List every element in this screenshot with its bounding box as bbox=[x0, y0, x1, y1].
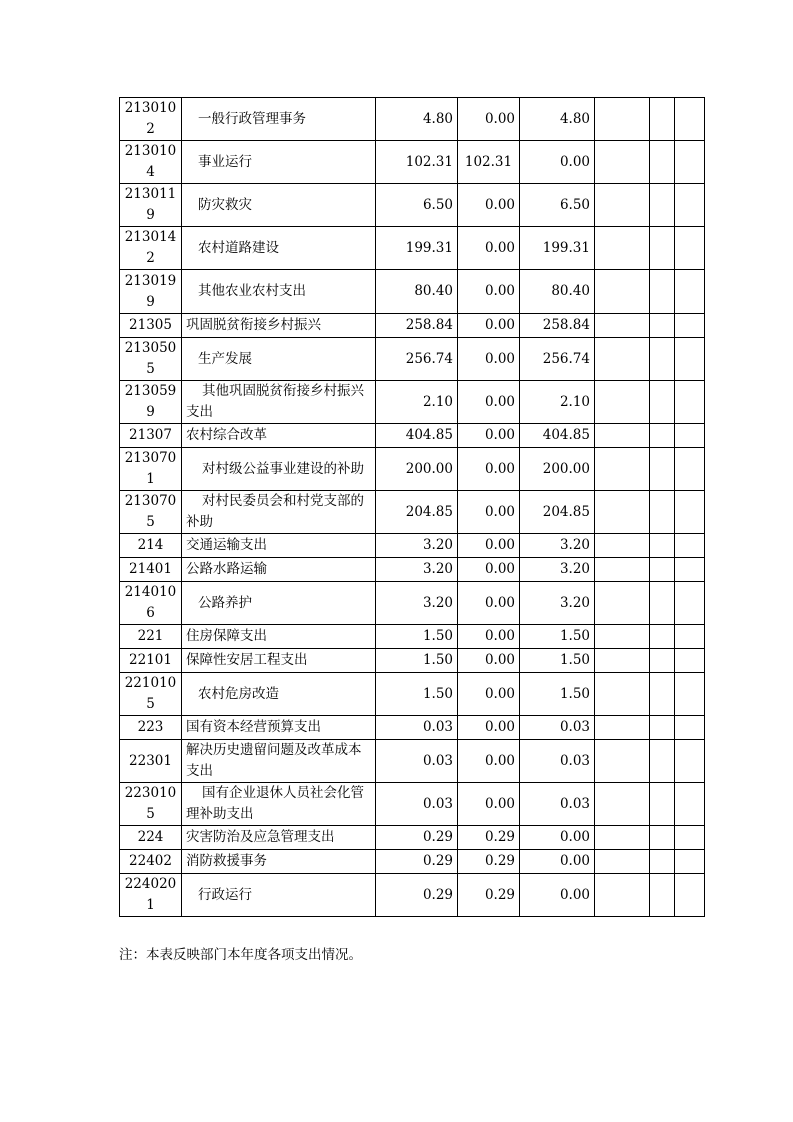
total-amount-cell: 200.00 bbox=[376, 448, 458, 491]
basic-expenditure-cell: 0.29 bbox=[458, 874, 520, 917]
empty-cell bbox=[675, 314, 705, 338]
total-amount-cell: 4.80 bbox=[376, 98, 458, 141]
subject-code-cell: 22301 bbox=[120, 740, 182, 783]
empty-cell bbox=[675, 783, 705, 826]
project-expenditure-cell: 0.00 bbox=[520, 826, 595, 850]
project-expenditure-cell: 1.50 bbox=[520, 625, 595, 649]
table-row bbox=[120, 625, 705, 649]
empty-cell bbox=[595, 625, 650, 649]
empty-cell bbox=[595, 558, 650, 582]
empty-cell bbox=[650, 716, 675, 740]
subject-name-cell: 解决历史遗留问题及改革成本支出 bbox=[182, 740, 376, 783]
subject-code-cell: 2140106 bbox=[120, 582, 182, 625]
empty-cell bbox=[650, 98, 675, 141]
empty-cell bbox=[595, 491, 650, 534]
total-amount-cell: 80.40 bbox=[376, 270, 458, 314]
project-expenditure-cell: 3.20 bbox=[520, 558, 595, 582]
project-expenditure-cell: 0.00 bbox=[520, 850, 595, 874]
subject-code-cell: 21305 bbox=[120, 314, 182, 338]
project-expenditure-cell: 0.03 bbox=[520, 716, 595, 740]
basic-expenditure-cell: 0.00 bbox=[458, 424, 520, 448]
subject-name-cell: 公路水路运输 bbox=[182, 558, 376, 582]
subject-name-cell: 农村综合改革 bbox=[182, 424, 376, 448]
subject-name-cell: 对村民委员会和村党支部的补助 bbox=[182, 491, 376, 534]
empty-cell bbox=[595, 582, 650, 625]
empty-cell bbox=[650, 184, 675, 227]
empty-cell bbox=[675, 673, 705, 716]
basic-expenditure-cell: 0.00 bbox=[458, 314, 520, 338]
total-amount-cell: 199.31 bbox=[376, 227, 458, 270]
project-expenditure-cell: 6.50 bbox=[520, 184, 595, 227]
basic-expenditure-cell: 0.00 bbox=[458, 582, 520, 625]
project-expenditure-cell: 0.00 bbox=[520, 874, 595, 917]
project-expenditure-cell: 4.80 bbox=[520, 98, 595, 141]
empty-cell bbox=[650, 673, 675, 716]
empty-cell bbox=[675, 534, 705, 558]
empty-cell bbox=[650, 381, 675, 424]
basic-expenditure-cell: 0.00 bbox=[458, 184, 520, 227]
empty-cell bbox=[675, 558, 705, 582]
basic-expenditure-cell: 0.00 bbox=[458, 227, 520, 270]
table-row bbox=[120, 491, 705, 534]
empty-cell bbox=[650, 227, 675, 270]
empty-cell bbox=[675, 227, 705, 270]
empty-cell bbox=[650, 534, 675, 558]
table-row bbox=[120, 338, 705, 381]
subject-name-cell: 一般行政管理事务 bbox=[182, 98, 376, 141]
subject-name-cell: 交通运输支出 bbox=[182, 534, 376, 558]
subject-name-cell: 消防救援事务 bbox=[182, 850, 376, 874]
empty-cell bbox=[650, 625, 675, 649]
basic-expenditure-cell: 0.00 bbox=[458, 534, 520, 558]
empty-cell bbox=[675, 338, 705, 381]
table-row bbox=[120, 716, 705, 740]
empty-cell bbox=[595, 227, 650, 270]
subject-code-cell: 2130701 bbox=[120, 448, 182, 491]
project-expenditure-cell: 204.85 bbox=[520, 491, 595, 534]
empty-cell bbox=[650, 783, 675, 826]
table-row bbox=[120, 314, 705, 338]
basic-expenditure-cell: 0.00 bbox=[458, 381, 520, 424]
empty-cell bbox=[675, 874, 705, 917]
empty-cell bbox=[595, 534, 650, 558]
table-row bbox=[120, 558, 705, 582]
subject-code-cell: 22101 bbox=[120, 649, 182, 673]
table-row bbox=[120, 826, 705, 850]
empty-cell bbox=[675, 184, 705, 227]
empty-cell bbox=[675, 491, 705, 534]
project-expenditure-cell: 1.50 bbox=[520, 649, 595, 673]
total-amount-cell: 258.84 bbox=[376, 314, 458, 338]
total-amount-cell: 1.50 bbox=[376, 625, 458, 649]
basic-expenditure-cell: 0.00 bbox=[458, 448, 520, 491]
project-expenditure-cell: 199.31 bbox=[520, 227, 595, 270]
subject-name-cell: 农村道路建设 bbox=[182, 227, 376, 270]
basic-expenditure-cell: 0.00 bbox=[458, 673, 520, 716]
empty-cell bbox=[650, 826, 675, 850]
table-row bbox=[120, 740, 705, 783]
subject-name-cell: 保障性安居工程支出 bbox=[182, 649, 376, 673]
subject-code-cell: 214 bbox=[120, 534, 182, 558]
total-amount-cell: 256.74 bbox=[376, 338, 458, 381]
empty-cell bbox=[650, 874, 675, 917]
empty-cell bbox=[650, 270, 675, 314]
project-expenditure-cell: 404.85 bbox=[520, 424, 595, 448]
empty-cell bbox=[650, 141, 675, 184]
empty-cell bbox=[675, 582, 705, 625]
subject-code-cell: 224 bbox=[120, 826, 182, 850]
total-amount-cell: 3.20 bbox=[376, 558, 458, 582]
empty-cell bbox=[675, 424, 705, 448]
table-row bbox=[120, 850, 705, 874]
empty-cell bbox=[675, 740, 705, 783]
empty-cell bbox=[650, 649, 675, 673]
subject-code-cell: 2130599 bbox=[120, 381, 182, 424]
empty-cell bbox=[675, 826, 705, 850]
empty-cell bbox=[595, 716, 650, 740]
table-row bbox=[120, 98, 705, 141]
empty-cell bbox=[595, 649, 650, 673]
basic-expenditure-cell: 0.00 bbox=[458, 98, 520, 141]
subject-name-cell: 事业运行 bbox=[182, 141, 376, 184]
total-amount-cell: 0.03 bbox=[376, 740, 458, 783]
empty-cell bbox=[595, 338, 650, 381]
empty-cell bbox=[675, 448, 705, 491]
subject-code-cell: 2130102 bbox=[120, 98, 182, 141]
subject-code-cell: 2130142 bbox=[120, 227, 182, 270]
empty-cell bbox=[595, 826, 650, 850]
total-amount-cell: 102.31 bbox=[376, 141, 458, 184]
empty-cell bbox=[675, 649, 705, 673]
subject-name-cell: 住房保障支出 bbox=[182, 625, 376, 649]
subject-code-cell: 2240201 bbox=[120, 874, 182, 917]
basic-expenditure-cell: 0.00 bbox=[458, 625, 520, 649]
table-row bbox=[120, 649, 705, 673]
table-row bbox=[120, 141, 705, 184]
subject-name-cell: 对村级公益事业建设的补助 bbox=[182, 448, 376, 491]
basic-expenditure-cell: 0.00 bbox=[458, 338, 520, 381]
empty-cell bbox=[595, 448, 650, 491]
empty-cell bbox=[650, 424, 675, 448]
project-expenditure-cell: 3.20 bbox=[520, 582, 595, 625]
table-row bbox=[120, 874, 705, 917]
basic-expenditure-cell: 0.00 bbox=[458, 740, 520, 783]
subject-code-cell: 2130505 bbox=[120, 338, 182, 381]
basic-expenditure-cell: 0.29 bbox=[458, 850, 520, 874]
project-expenditure-cell: 258.84 bbox=[520, 314, 595, 338]
table-note: 注：本表反映部门本年度各项支出情况。 bbox=[119, 947, 362, 963]
basic-expenditure-cell: 0.00 bbox=[458, 783, 520, 826]
empty-cell bbox=[595, 424, 650, 448]
basic-expenditure-cell: 0.29 bbox=[458, 826, 520, 850]
basic-expenditure-cell: 0.00 bbox=[458, 558, 520, 582]
table-row bbox=[120, 448, 705, 491]
project-expenditure-cell: 1.50 bbox=[520, 673, 595, 716]
empty-cell bbox=[650, 558, 675, 582]
basic-expenditure-cell: 0.00 bbox=[458, 649, 520, 673]
empty-cell bbox=[650, 314, 675, 338]
expenditure-table bbox=[119, 97, 705, 917]
empty-cell bbox=[650, 338, 675, 381]
subject-name-cell: 灾害防治及应急管理支出 bbox=[182, 826, 376, 850]
empty-cell bbox=[650, 582, 675, 625]
total-amount-cell: 3.20 bbox=[376, 582, 458, 625]
empty-cell bbox=[675, 270, 705, 314]
subject-name-cell: 其他巩固脱贫衔接乡村振兴支出 bbox=[182, 381, 376, 424]
basic-expenditure-cell: 0.00 bbox=[458, 270, 520, 314]
project-expenditure-cell: 256.74 bbox=[520, 338, 595, 381]
subject-code-cell: 2230105 bbox=[120, 783, 182, 826]
total-amount-cell: 1.50 bbox=[376, 649, 458, 673]
subject-name-cell: 国有资本经营预算支出 bbox=[182, 716, 376, 740]
table-row bbox=[120, 227, 705, 270]
subject-name-cell: 生产发展 bbox=[182, 338, 376, 381]
subject-name-cell: 国有企业退休人员社会化管理补助支出 bbox=[182, 783, 376, 826]
total-amount-cell: 3.20 bbox=[376, 534, 458, 558]
total-amount-cell: 1.50 bbox=[376, 673, 458, 716]
total-amount-cell: 0.29 bbox=[376, 850, 458, 874]
table-row bbox=[120, 673, 705, 716]
subject-code-cell: 21401 bbox=[120, 558, 182, 582]
table-row bbox=[120, 582, 705, 625]
table-row bbox=[120, 783, 705, 826]
total-amount-cell: 0.03 bbox=[376, 716, 458, 740]
project-expenditure-cell: 2.10 bbox=[520, 381, 595, 424]
empty-cell bbox=[675, 625, 705, 649]
table-row bbox=[120, 270, 705, 314]
empty-cell bbox=[595, 184, 650, 227]
total-amount-cell: 0.29 bbox=[376, 826, 458, 850]
subject-name-cell: 防灾救灾 bbox=[182, 184, 376, 227]
subject-name-cell: 巩固脱贫衔接乡村振兴 bbox=[182, 314, 376, 338]
project-expenditure-cell: 80.40 bbox=[520, 270, 595, 314]
empty-cell bbox=[650, 448, 675, 491]
table-row bbox=[120, 534, 705, 558]
total-amount-cell: 6.50 bbox=[376, 184, 458, 227]
empty-cell bbox=[650, 491, 675, 534]
subject-code-cell: 2130104 bbox=[120, 141, 182, 184]
project-expenditure-cell: 3.20 bbox=[520, 534, 595, 558]
project-expenditure-cell: 0.03 bbox=[520, 740, 595, 783]
empty-cell bbox=[595, 740, 650, 783]
project-expenditure-cell: 0.00 bbox=[520, 141, 595, 184]
total-amount-cell: 404.85 bbox=[376, 424, 458, 448]
empty-cell bbox=[675, 381, 705, 424]
basic-expenditure-cell: 102.31 bbox=[458, 141, 520, 184]
total-amount-cell: 0.29 bbox=[376, 874, 458, 917]
empty-cell bbox=[595, 673, 650, 716]
basic-expenditure-cell: 0.00 bbox=[458, 716, 520, 740]
table-row bbox=[120, 184, 705, 227]
empty-cell bbox=[675, 98, 705, 141]
table-body bbox=[120, 98, 705, 917]
subject-code-cell: 21307 bbox=[120, 424, 182, 448]
subject-name-cell: 公路养护 bbox=[182, 582, 376, 625]
empty-cell bbox=[595, 381, 650, 424]
empty-cell bbox=[595, 141, 650, 184]
subject-code-cell: 2130199 bbox=[120, 270, 182, 314]
subject-code-cell: 22402 bbox=[120, 850, 182, 874]
total-amount-cell: 204.85 bbox=[376, 491, 458, 534]
empty-cell bbox=[650, 740, 675, 783]
empty-cell bbox=[675, 850, 705, 874]
empty-cell bbox=[595, 783, 650, 826]
subject-code-cell: 2130119 bbox=[120, 184, 182, 227]
table-row bbox=[120, 424, 705, 448]
basic-expenditure-cell: 0.00 bbox=[458, 491, 520, 534]
subject-code-cell: 223 bbox=[120, 716, 182, 740]
project-expenditure-cell: 0.03 bbox=[520, 783, 595, 826]
empty-cell bbox=[595, 98, 650, 141]
project-expenditure-cell: 200.00 bbox=[520, 448, 595, 491]
subject-code-cell: 221 bbox=[120, 625, 182, 649]
empty-cell bbox=[595, 270, 650, 314]
empty-cell bbox=[675, 141, 705, 184]
subject-name-cell: 行政运行 bbox=[182, 874, 376, 917]
total-amount-cell: 2.10 bbox=[376, 381, 458, 424]
subject-code-cell: 2130705 bbox=[120, 491, 182, 534]
total-amount-cell: 0.03 bbox=[376, 783, 458, 826]
empty-cell bbox=[595, 874, 650, 917]
table-row bbox=[120, 381, 705, 424]
subject-code-cell: 2210105 bbox=[120, 673, 182, 716]
empty-cell bbox=[595, 850, 650, 874]
subject-name-cell: 其他农业农村支出 bbox=[182, 270, 376, 314]
subject-name-cell: 农村危房改造 bbox=[182, 673, 376, 716]
empty-cell bbox=[595, 314, 650, 338]
empty-cell bbox=[650, 850, 675, 874]
empty-cell bbox=[675, 716, 705, 740]
